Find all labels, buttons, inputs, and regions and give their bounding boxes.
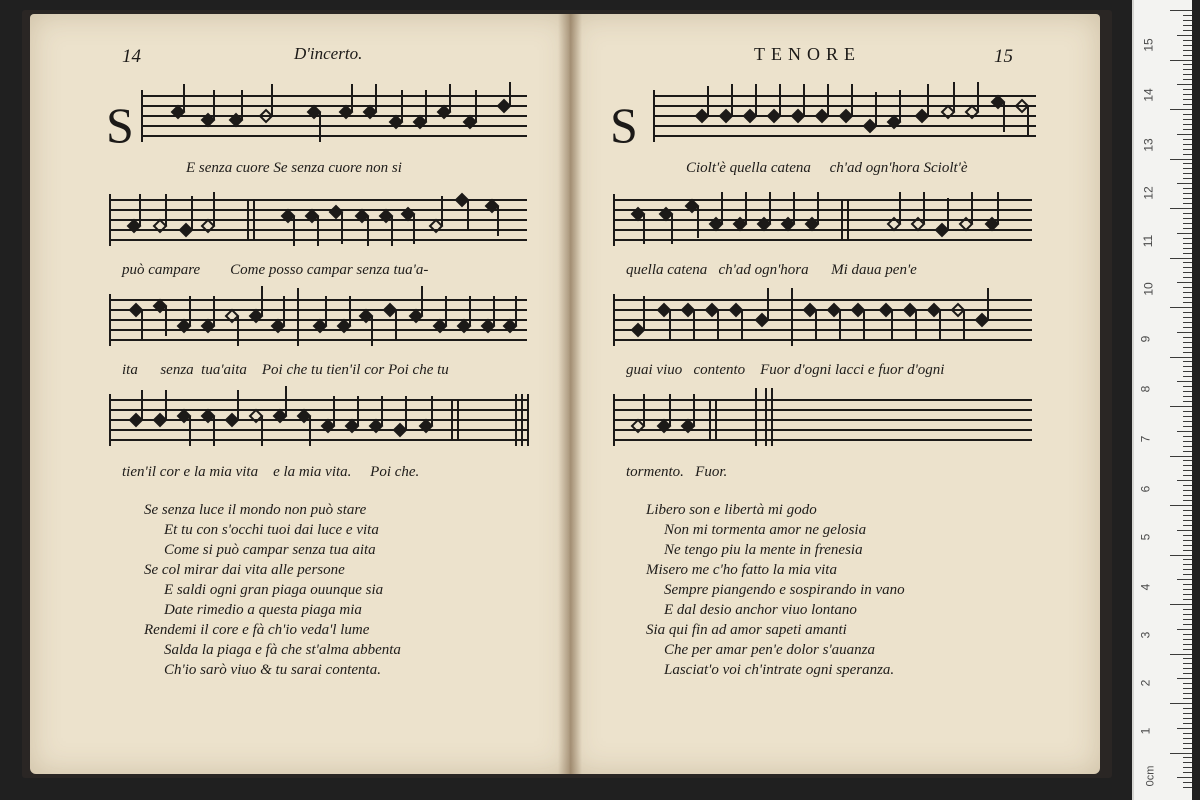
verse-line: Se col mirar dai vita alle persone xyxy=(144,562,345,578)
ruler-tick xyxy=(1183,772,1192,773)
ruler-tick xyxy=(1183,614,1192,615)
ruler-tick xyxy=(1183,738,1192,739)
ruler-tick xyxy=(1177,35,1192,36)
ruler-tick xyxy=(1183,188,1192,189)
ruler-tick xyxy=(1183,203,1192,204)
music-staff xyxy=(102,186,532,256)
ruler-tick xyxy=(1183,624,1192,625)
ruler-tick xyxy=(1183,15,1192,16)
ruler-tick xyxy=(1183,683,1192,684)
verse-line: Che per amar pen'e dolor s'auanza xyxy=(664,642,875,658)
ruler-tick xyxy=(1183,550,1192,551)
ruler-tick xyxy=(1177,480,1192,481)
ruler-tick xyxy=(1170,406,1192,407)
ruler-tick xyxy=(1183,599,1192,600)
ruler-tick xyxy=(1183,243,1192,244)
ruler-number: 14 xyxy=(1141,88,1156,102)
ruler-number: 13 xyxy=(1141,138,1156,152)
ruler-tick xyxy=(1183,45,1192,46)
ruler-tick xyxy=(1183,693,1192,694)
ruler-tick xyxy=(1183,262,1192,263)
ruler-number: 2 xyxy=(1138,679,1153,687)
ruler-tick xyxy=(1183,139,1192,140)
ruler-tick xyxy=(1183,574,1192,575)
ruler-number: 4 xyxy=(1138,583,1153,591)
running-title: D'incerto. xyxy=(294,44,363,63)
ruler-tick xyxy=(1170,208,1192,209)
ruler-tick xyxy=(1183,451,1192,452)
decorated-initial-right: S xyxy=(610,97,638,153)
verse-line: Sempre piangendo e sospirando in vano xyxy=(664,582,905,598)
ruler-tick xyxy=(1183,267,1192,268)
ruler-tick xyxy=(1183,376,1192,377)
ruler-tick xyxy=(1183,168,1192,169)
ruler-tick xyxy=(1183,545,1192,546)
ruler-number: 3 xyxy=(1138,631,1153,639)
ruler-tick xyxy=(1183,762,1192,763)
ruler-tick xyxy=(1177,282,1192,283)
ruler-tick xyxy=(1170,357,1192,358)
ruler-tick xyxy=(1183,74,1192,75)
ruler-tick xyxy=(1183,218,1192,219)
music-staff xyxy=(646,78,1046,148)
ruler-tick xyxy=(1183,465,1192,466)
verse-line: Come si può campar senza tua aita xyxy=(164,542,376,558)
ruler-tick xyxy=(1170,456,1192,457)
ruler-tick xyxy=(1183,277,1192,278)
ruler-tick xyxy=(1183,366,1192,367)
ruler-tick xyxy=(1183,149,1192,150)
ruler-tick xyxy=(1183,460,1192,461)
ruler-tick xyxy=(1183,441,1192,442)
ruler-tick xyxy=(1183,416,1192,417)
ruler-tick xyxy=(1177,777,1192,778)
ruler-tick xyxy=(1177,84,1192,85)
ruler-tick xyxy=(1183,673,1192,674)
ruler-tick xyxy=(1170,307,1192,308)
ruler-unit: 0cm xyxy=(1144,765,1157,787)
ruler-number: 12 xyxy=(1141,186,1156,200)
ruler-tick xyxy=(1170,654,1192,655)
ruler-tick xyxy=(1183,723,1192,724)
ruler-tick xyxy=(1183,564,1192,565)
ruler-tick xyxy=(1183,787,1192,788)
verse-line: Rendemi il core e fà ch'io veda'l lume xyxy=(144,622,370,638)
verse-line: E saldi ogni gran piaga ouunque sia xyxy=(164,582,384,598)
ruler-tick xyxy=(1183,515,1192,516)
ruler-tick xyxy=(1183,272,1192,273)
measuring-ruler xyxy=(1132,0,1192,800)
ruler-tick xyxy=(1183,559,1192,560)
ruler-tick xyxy=(1183,644,1192,645)
ruler-tick xyxy=(1183,663,1192,664)
ruler-tick xyxy=(1183,619,1192,620)
ruler-tick xyxy=(1183,104,1192,105)
ruler-tick xyxy=(1183,248,1192,249)
ruler-number: 11 xyxy=(1141,234,1156,248)
ruler-tick xyxy=(1183,609,1192,610)
verse-line: Lasciat'o voi ch'intrate ogni speranza. xyxy=(664,662,895,678)
ruler-number: 1 xyxy=(1138,727,1153,735)
ruler-tick xyxy=(1183,124,1192,125)
ruler-tick xyxy=(1170,10,1192,11)
ruler-tick xyxy=(1183,94,1192,95)
ruler-tick xyxy=(1170,703,1192,704)
verse-line: Date rimedio a questa piaga mia xyxy=(164,602,362,618)
ruler-tick xyxy=(1177,183,1192,184)
ruler-tick xyxy=(1183,154,1192,155)
ruler-tick xyxy=(1183,178,1192,179)
right-page xyxy=(570,14,1100,774)
ruler-tick xyxy=(1183,64,1192,65)
music-staff xyxy=(102,386,532,456)
lyric-line: guai viuo contento Fuor d'ogni lacci e fuor d'ogni xyxy=(626,362,945,378)
ruler-tick xyxy=(1177,332,1192,333)
ruler-number: 15 xyxy=(1141,38,1156,52)
ruler-tick xyxy=(1183,213,1192,214)
page-number-left: 14 xyxy=(122,46,141,67)
ruler-tick xyxy=(1183,782,1192,783)
ruler-tick xyxy=(1183,114,1192,115)
ruler-tick xyxy=(1183,540,1192,541)
ruler-tick xyxy=(1183,446,1192,447)
ruler-number: 5 xyxy=(1138,533,1153,541)
verse-line: Ch'io sarò viuo & tu sarai contenta. xyxy=(164,662,381,678)
ruler-tick xyxy=(1183,411,1192,412)
ruler-tick xyxy=(1177,728,1192,729)
ruler-tick xyxy=(1183,30,1192,31)
ruler-tick xyxy=(1170,60,1192,61)
ruler-tick xyxy=(1183,668,1192,669)
lyric-line: quella catena ch'ad ogn'hora Mi daua pen'e xyxy=(626,262,917,278)
ruler-tick xyxy=(1177,629,1192,630)
ruler-tick xyxy=(1170,505,1192,506)
ruler-tick xyxy=(1183,322,1192,323)
ruler-number: 6 xyxy=(1138,485,1153,493)
ruler-tick xyxy=(1183,352,1192,353)
ruler-tick xyxy=(1183,228,1192,229)
ruler-tick xyxy=(1183,436,1192,437)
ruler-tick xyxy=(1183,25,1192,26)
ruler-number: 8 xyxy=(1138,385,1153,393)
ruler-tick xyxy=(1183,69,1192,70)
verse-line: Non mi tormenta amor ne gelosia xyxy=(664,522,867,538)
verse-line: Et tu con s'occhi tuoi dai luce e vita xyxy=(164,522,379,538)
ruler-tick xyxy=(1183,50,1192,51)
ruler-tick xyxy=(1183,347,1192,348)
left-page xyxy=(30,14,570,774)
ruler-tick xyxy=(1170,109,1192,110)
ruler-tick xyxy=(1183,713,1192,714)
ruler-tick xyxy=(1183,198,1192,199)
ruler-tick xyxy=(1183,391,1192,392)
verse-line: Misero me c'ho fatto la mia vita xyxy=(646,562,837,578)
lyric-line: E senza cuore Se senza cuore non si xyxy=(186,160,402,176)
ruler-tick xyxy=(1183,253,1192,254)
ruler-tick xyxy=(1183,79,1192,80)
ruler-tick xyxy=(1183,584,1192,585)
ruler-tick xyxy=(1183,317,1192,318)
ruler-tick xyxy=(1183,144,1192,145)
ruler-tick xyxy=(1183,361,1192,362)
ruler-tick xyxy=(1183,535,1192,536)
ruler-tick xyxy=(1183,297,1192,298)
ruler-tick xyxy=(1183,396,1192,397)
ruler-tick xyxy=(1183,520,1192,521)
ruler-tick xyxy=(1183,401,1192,402)
ruler-tick xyxy=(1183,163,1192,164)
music-staff xyxy=(606,386,1036,456)
ruler-tick xyxy=(1170,555,1192,556)
ruler-tick xyxy=(1183,386,1192,387)
voice-label: TENORE xyxy=(754,44,861,64)
ruler-number: 7 xyxy=(1138,435,1153,443)
ruler-tick xyxy=(1183,485,1192,486)
ruler-tick xyxy=(1183,733,1192,734)
ruler-tick xyxy=(1183,327,1192,328)
ruler-tick xyxy=(1177,431,1192,432)
ruler-tick xyxy=(1183,302,1192,303)
ruler-tick xyxy=(1183,490,1192,491)
verse-line: Salda la piaga e fà che st'alma abbenta xyxy=(164,642,401,658)
ruler-tick xyxy=(1183,89,1192,90)
ruler-tick xyxy=(1183,649,1192,650)
ruler-tick xyxy=(1183,421,1192,422)
ruler-tick xyxy=(1177,134,1192,135)
ruler-tick xyxy=(1183,698,1192,699)
ruler-tick xyxy=(1183,99,1192,100)
lyric-line: Ciolt'è quella catena ch'ad ogn'hora Sciolt'è xyxy=(686,160,968,176)
lyric-line: ita senza tua'aita Poi che tu tien'il cor Poi che tu xyxy=(122,362,449,378)
ruler-tick xyxy=(1183,500,1192,501)
ruler-tick xyxy=(1177,579,1192,580)
ruler-tick xyxy=(1170,159,1192,160)
ruler-tick xyxy=(1177,233,1192,234)
ruler-tick xyxy=(1183,119,1192,120)
book-gutter xyxy=(558,14,582,774)
ruler-tick xyxy=(1183,743,1192,744)
ruler-tick xyxy=(1183,757,1192,758)
verse-line: E dal desio anchor viuo lontano xyxy=(664,602,857,618)
ruler-tick xyxy=(1177,678,1192,679)
ruler-tick xyxy=(1183,238,1192,239)
ruler-tick xyxy=(1183,342,1192,343)
verse-line: Sia qui fin ad amor sapeti amanti xyxy=(646,622,847,638)
ruler-tick xyxy=(1183,371,1192,372)
ruler-tick xyxy=(1183,173,1192,174)
music-staff xyxy=(606,186,1036,256)
ruler-number: 10 xyxy=(1141,282,1156,296)
music-staff xyxy=(606,286,1036,356)
verse-line: Se senza luce il mondo non può stare xyxy=(144,502,367,518)
ruler-tick xyxy=(1183,718,1192,719)
ruler-tick xyxy=(1183,569,1192,570)
ruler-number: 9 xyxy=(1138,335,1153,343)
ruler-tick xyxy=(1183,287,1192,288)
ruler-tick xyxy=(1183,193,1192,194)
ruler-tick xyxy=(1183,594,1192,595)
ruler-tick xyxy=(1183,55,1192,56)
ruler-tick xyxy=(1183,475,1192,476)
ruler-tick xyxy=(1170,258,1192,259)
page-number-right: 15 xyxy=(994,46,1013,67)
ruler-tick xyxy=(1183,337,1192,338)
ruler-tick xyxy=(1183,129,1192,130)
lyric-line: tormento. Fuor. xyxy=(626,464,728,480)
ruler-tick xyxy=(1183,495,1192,496)
ruler-tick xyxy=(1183,688,1192,689)
ruler-tick xyxy=(1183,767,1192,768)
ruler-tick xyxy=(1183,292,1192,293)
music-staff xyxy=(102,286,532,356)
ruler-tick xyxy=(1183,639,1192,640)
ruler-tick xyxy=(1183,634,1192,635)
ruler-tick xyxy=(1183,658,1192,659)
ruler-tick xyxy=(1183,223,1192,224)
verse-line: Libero son e libertà mi godo xyxy=(646,502,817,518)
ruler-tick xyxy=(1183,312,1192,313)
ruler-tick xyxy=(1183,589,1192,590)
ruler-tick xyxy=(1183,426,1192,427)
ruler-tick xyxy=(1170,604,1192,605)
ruler-tick xyxy=(1183,708,1192,709)
music-staff xyxy=(102,78,532,153)
ruler-tick xyxy=(1183,525,1192,526)
ruler-tick xyxy=(1177,530,1192,531)
ruler-tick xyxy=(1183,510,1192,511)
lyric-line: può campare Come posso campar senza tua'a- xyxy=(122,262,429,278)
verse-line: Ne tengo piu la mente in frenesia xyxy=(664,542,863,558)
ruler-tick xyxy=(1183,470,1192,471)
ruler-tick xyxy=(1170,753,1192,754)
ruler-tick xyxy=(1183,748,1192,749)
ruler-tick xyxy=(1183,20,1192,21)
lyric-line: tien'il cor e la mia vita e la mia vita. Poi che. xyxy=(122,464,420,480)
ruler-tick xyxy=(1177,381,1192,382)
ruler-tick xyxy=(1183,40,1192,41)
decorated-initial-left: S xyxy=(106,97,134,153)
